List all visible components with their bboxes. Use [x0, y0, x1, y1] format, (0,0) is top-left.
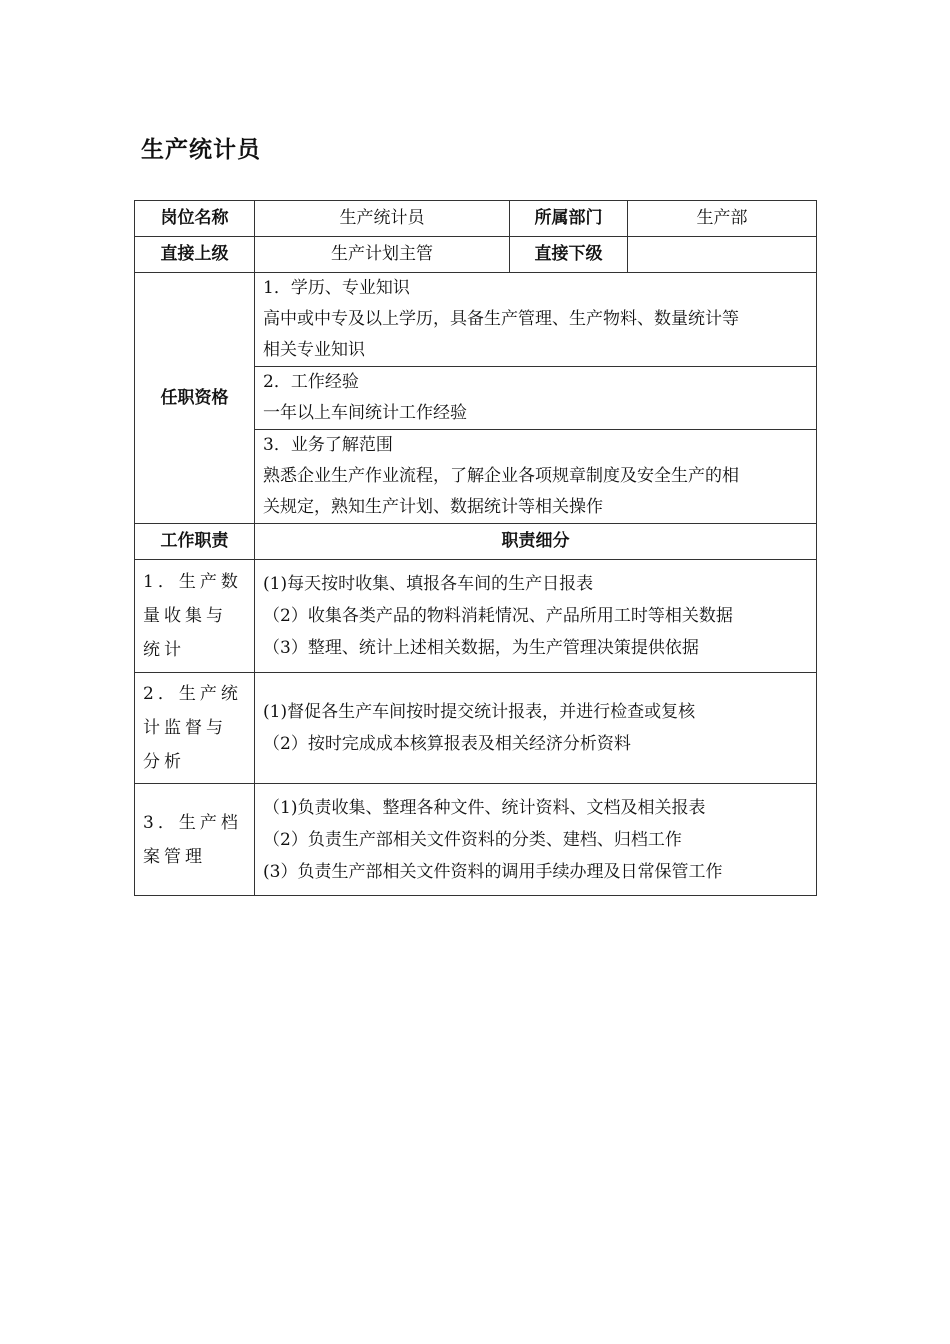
qualifications-row: [135, 273, 817, 524]
duty-detail-line: (3）负责生产部相关文件资料的调用手续办理及日常保管工作: [263, 861, 723, 882]
duties-col1-header: 工作职责: [135, 524, 255, 560]
duty-detail-line: （3）整理、统计上述相关数据，为生产管理决策提供依据: [263, 638, 699, 658]
duty-detail-line: （2）收集各类产品的物料消耗情况、产品所用工时等相关数据: [263, 606, 733, 626]
duty-category: 2．生产统计监督与分析: [135, 673, 255, 784]
duties-header-row: [135, 524, 817, 560]
position-label: 岗位名称: [135, 201, 255, 237]
duty-row: [135, 560, 817, 673]
duty-category: 1．生产数量收集与统计: [135, 560, 255, 673]
qualification-heading: 3．业务了解范围: [263, 435, 393, 455]
qualification-item: [255, 273, 816, 367]
qualification-line: 相关专业知识: [263, 340, 365, 360]
qualification-line: 一年以上车间统计工作经验: [263, 403, 467, 423]
duty-details: [255, 784, 817, 896]
duties-col2-header: 职责细分: [255, 524, 817, 560]
duty-row: [135, 673, 817, 784]
qualification-item: [255, 367, 816, 430]
subordinate-value: [628, 237, 817, 273]
qualification-item: [255, 430, 816, 523]
qualification-line: 熟悉企业生产作业流程，了解企业各项规章制度及安全生产的相: [263, 466, 739, 486]
superior-value: 生产计划主管: [255, 237, 510, 273]
qualification-heading: 1．学历、专业知识: [263, 278, 410, 298]
qualifications-label: 任职资格: [135, 273, 255, 524]
duty-detail-line: (1)督促各生产车间按时提交统计报表，并进行检查或复核: [263, 702, 696, 722]
reporting-row: [135, 237, 817, 273]
qualification-line: 关规定，熟知生产计划、数据统计等相关操作: [263, 497, 603, 517]
duty-category: 3．生产档案管理: [135, 784, 255, 896]
duty-detail-line: （2）按时完成成本核算报表及相关经济分析资料: [263, 734, 631, 754]
duty-detail-line: （2）负责生产部相关文件资料的分类、建档、归档工作: [263, 829, 682, 850]
job-description-table: [134, 200, 817, 896]
qualification-heading: 2．工作经验: [263, 372, 359, 392]
department-label: 所属部门: [510, 201, 628, 237]
position-value: 生产统计员: [255, 201, 510, 237]
qualifications-content: [255, 273, 817, 524]
superior-label: 直接上级: [135, 237, 255, 273]
department-value: 生产部: [628, 201, 817, 237]
duty-detail-line: （1)负责收集、整理各种文件、统计资料、文档及相关报表: [263, 797, 706, 818]
page-title: 生产统计员: [141, 137, 261, 163]
qualification-line: 高中或中专及以上学历，具备生产管理、生产物料、数量统计等: [263, 309, 739, 329]
subordinate-label: 直接下级: [510, 237, 628, 273]
position-row: [135, 201, 817, 237]
duty-details: [255, 560, 817, 673]
duty-row: [135, 784, 817, 896]
duty-detail-line: (1)每天按时收集、填报各车间的生产日报表: [263, 574, 594, 594]
duty-details: [255, 673, 817, 784]
